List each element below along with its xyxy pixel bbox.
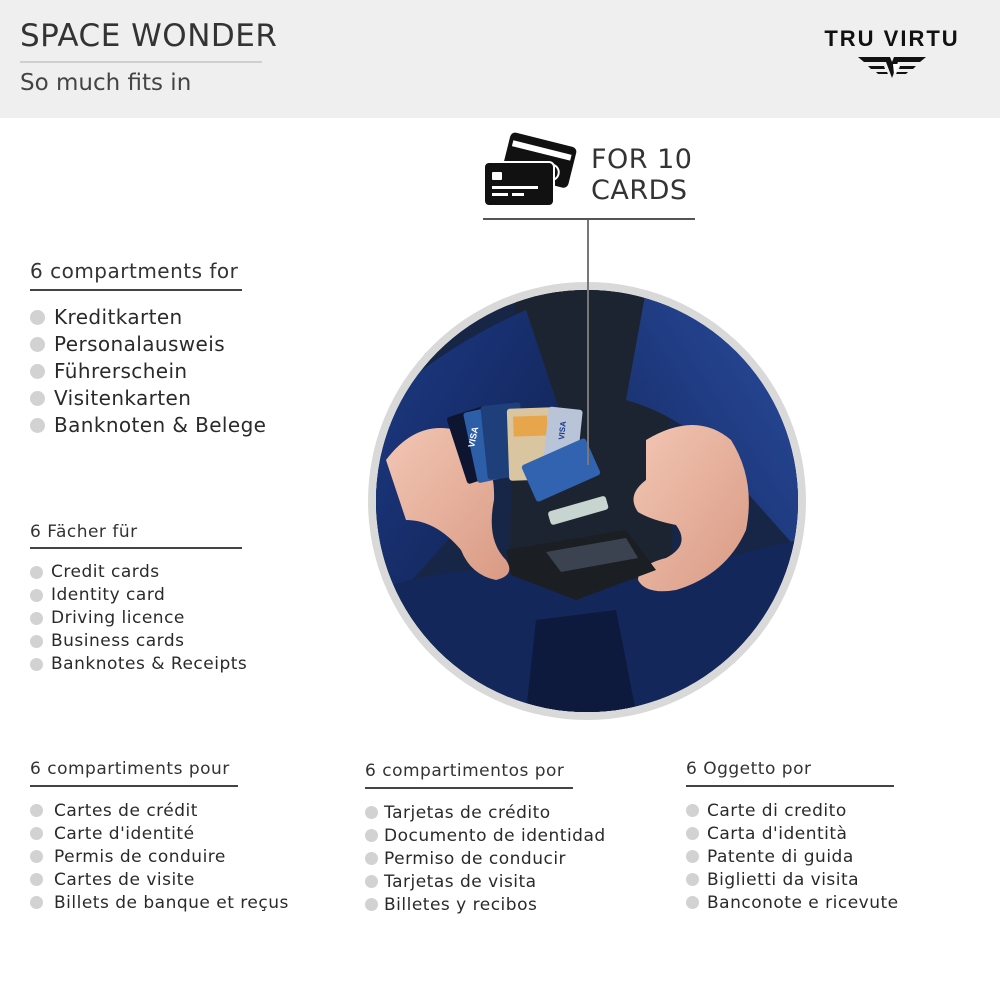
list-heading: 6 compartiments pour: [30, 759, 230, 779]
list-item-label: Permiso de conducir: [384, 849, 567, 869]
item-list: [30, 304, 266, 439]
list-item-label: Banconote e ricevute: [707, 893, 899, 913]
bullet-icon: [30, 827, 43, 840]
list-item: [30, 630, 247, 653]
list-item-label: Biglietti da visita: [707, 870, 860, 890]
list-heading: 6 compartments for: [30, 259, 239, 283]
heading-underline: [686, 785, 894, 787]
bullet-icon: [30, 896, 43, 909]
list-item-label: Führerschein: [54, 359, 188, 383]
list-item: [30, 823, 289, 846]
list-item-label: Documento de identidad: [384, 826, 606, 846]
list-heading: 6 Fächer für: [30, 522, 138, 542]
list-item: [365, 871, 606, 894]
list-item-label: Patente di guida: [707, 847, 854, 867]
bullet-icon: [30, 310, 45, 325]
item-list: [686, 800, 899, 915]
list-item-label: Cartes de visite: [54, 870, 195, 890]
list-item-label: Banknotes & Receipts: [51, 654, 248, 674]
list-item: [30, 800, 289, 823]
brand-name: TRU VIRTU: [824, 26, 960, 51]
page-title: SPACE WONDER: [20, 18, 278, 54]
heading-underline: [365, 787, 573, 789]
list-item: [686, 823, 899, 846]
capacity-label-line2: CARDS: [591, 175, 688, 206]
list-item-label: Tarjetas de visita: [384, 872, 537, 892]
list-item-label: Identity card: [51, 585, 166, 605]
list-item: [686, 800, 899, 823]
list-item-label: Business cards: [51, 631, 185, 651]
list-item-label: Carte d'identité: [54, 824, 195, 844]
page-subtitle: So much fits in: [20, 70, 192, 96]
header-banner: [0, 0, 1000, 118]
list-item-label: Tarjetas de crédito: [384, 803, 551, 823]
list-item-label: Visitenkarten: [54, 386, 192, 410]
bullet-icon: [30, 850, 43, 863]
bullet-icon: [365, 806, 378, 819]
capacity-underline: [483, 218, 695, 220]
bullet-icon: [30, 635, 43, 648]
list-item: [30, 412, 266, 439]
bullet-icon: [30, 418, 45, 433]
list-item: [30, 869, 289, 892]
list-heading: 6 compartimentos por: [365, 761, 565, 781]
list-item: [30, 385, 266, 412]
bullet-icon: [30, 873, 43, 886]
list-item-label: Banknoten & Belege: [54, 413, 267, 437]
brand-logo: [802, 26, 982, 80]
list-item-label: Cartes de crédit: [54, 801, 198, 821]
bullet-icon: [30, 589, 43, 602]
list-item-label: Carta d'identità: [707, 824, 848, 844]
list-item: [686, 846, 899, 869]
list-item-label: Credit cards: [51, 562, 160, 582]
list-italian: [686, 759, 899, 915]
list-item: [30, 561, 247, 584]
bullet-icon: [365, 875, 378, 888]
list-item: [30, 304, 266, 331]
list-item: [365, 848, 606, 871]
list-item-label: Billetes y recibos: [384, 895, 538, 915]
list-item: [30, 584, 247, 607]
bullet-icon: [686, 827, 699, 840]
list-item-label: Personalausweis: [54, 332, 226, 356]
list-item: [30, 358, 266, 385]
bullet-icon: [686, 873, 699, 886]
list-item: [30, 653, 247, 676]
list-item-label: Carte di credito: [707, 801, 847, 821]
bullet-icon: [30, 658, 43, 671]
list-item: [30, 607, 247, 630]
bullet-icon: [686, 804, 699, 817]
bullet-icon: [30, 566, 43, 579]
bullet-icon: [30, 391, 45, 406]
list-french: [30, 759, 289, 915]
list-item: [686, 869, 899, 892]
capacity-label: [591, 144, 731, 206]
list-german: [30, 259, 266, 439]
bullet-icon: [30, 364, 45, 379]
bullet-icon: [686, 896, 699, 909]
list-item-label: Kreditkarten: [54, 305, 183, 329]
connector-line: [587, 220, 589, 465]
list-spanish: [365, 761, 606, 917]
bullet-icon: [30, 612, 43, 625]
capacity-label-line1: FOR 10: [591, 144, 693, 175]
list-item-label: Driving licence: [51, 608, 185, 628]
bullet-icon: [30, 337, 45, 352]
svg-text:VISA: VISA: [557, 420, 568, 441]
item-list: [30, 561, 247, 676]
list-item: [30, 331, 266, 358]
list-item-label: Permis de conduire: [54, 847, 226, 867]
heading-underline: [30, 547, 242, 549]
list-item: [365, 825, 606, 848]
list-item-label: Billets de banque et reçus: [54, 893, 289, 913]
svg-text:VISA: VISA: [466, 425, 481, 449]
list-english: [30, 522, 247, 676]
title-underline: [20, 61, 262, 63]
list-item: [365, 802, 606, 825]
bullet-icon: [686, 850, 699, 863]
item-list: [30, 800, 289, 915]
item-list: [365, 802, 606, 917]
bullet-icon: [365, 898, 378, 911]
bullet-icon: [365, 852, 378, 865]
bullet-icon: [30, 804, 43, 817]
list-item: [686, 892, 899, 915]
bullet-icon: [365, 829, 378, 842]
list-item: [30, 846, 289, 869]
brand-wings-icon: [856, 54, 928, 80]
heading-underline: [30, 785, 238, 787]
list-item: [365, 894, 606, 917]
heading-underline: [30, 289, 242, 291]
credit-cards-icon: [480, 130, 580, 210]
list-heading: 6 Oggetto por: [686, 759, 812, 779]
list-item: [30, 892, 289, 915]
